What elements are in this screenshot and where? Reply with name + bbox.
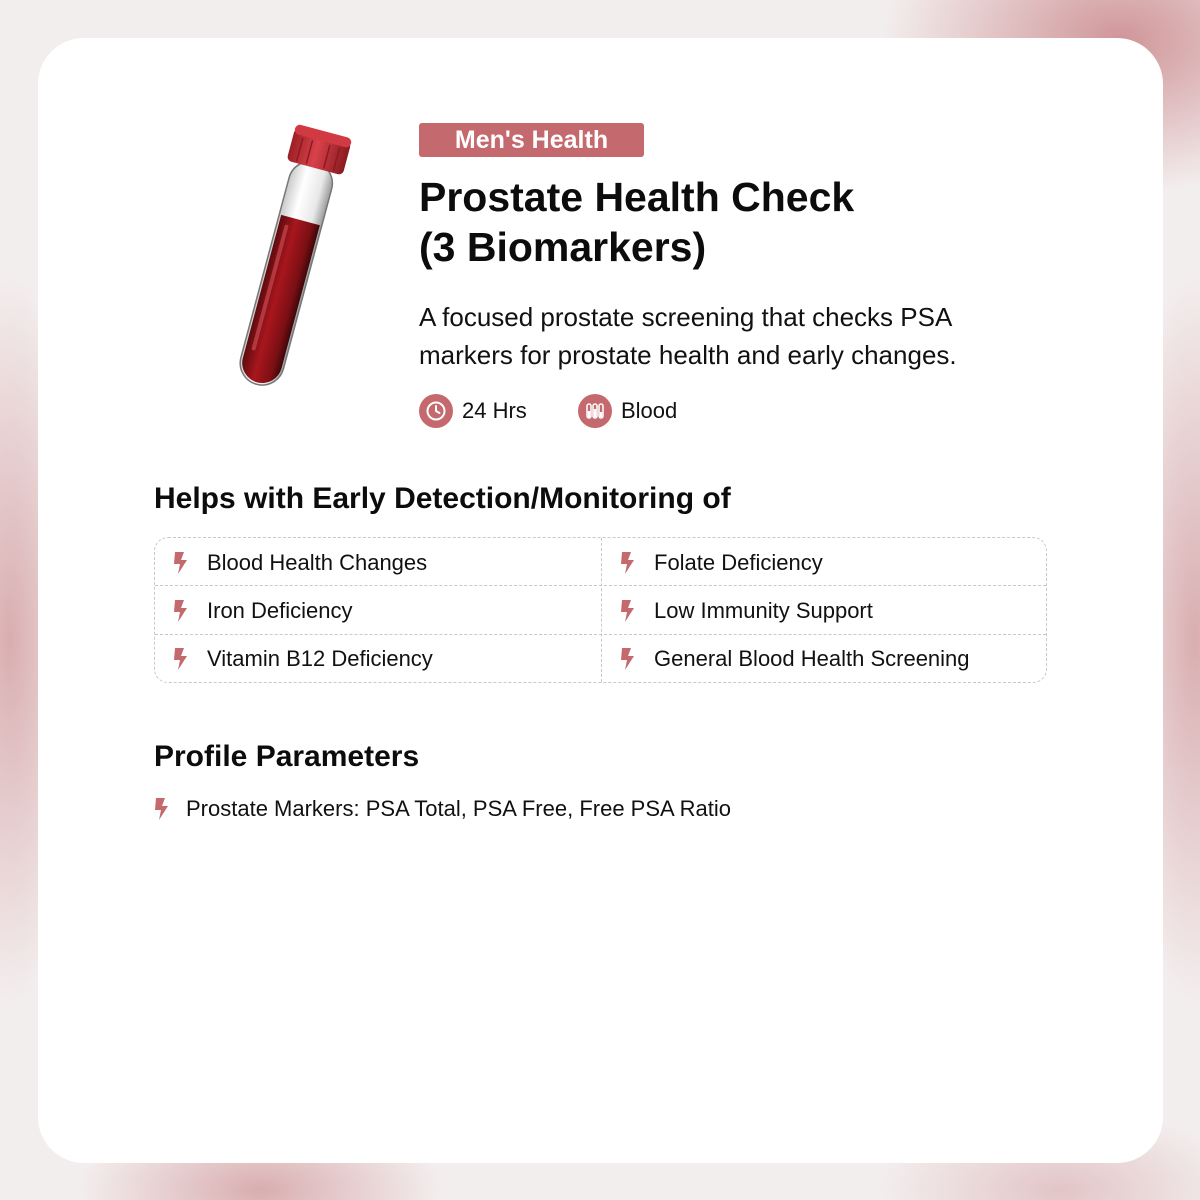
parameter-item-label: Prostate Markers: PSA Total, PSA Free, Free PSA Ratio [186,796,731,821]
clock-icon [419,394,453,428]
bolt-icon [173,600,189,622]
bolt-icon [620,648,636,670]
list-item [602,539,823,587]
sample-type-info [578,393,677,429]
turnaround-text: 24 Hrs [462,398,527,423]
bolt-icon [620,552,636,574]
list-item [155,635,433,683]
turnaround-info [419,393,527,429]
list-item-label: Iron Deficiency [207,598,353,623]
detection-grid [154,537,1047,683]
description-line-2: markers for prostate health and early changes. [419,340,957,370]
list-item-label: Low Immunity Support [654,598,873,623]
product-description [419,298,1099,374]
category-badge: Men's Health [419,123,644,157]
title-line-1: Prostate Health Check [419,174,855,220]
parameter-item [154,796,731,822]
description-line-1: A focused prostate screening that checks PSA [419,302,953,332]
detection-heading: Helps with Early Detection/Monitoring of [154,482,731,515]
product-title [419,172,1119,272]
sample-type-text: Blood [621,398,678,423]
bolt-icon [173,552,189,574]
title-line-2: (3 Biomarkers) [419,224,707,270]
list-item [602,587,873,635]
bolt-icon [154,798,170,820]
list-item [155,539,427,587]
bolt-icon [173,648,189,670]
blood-tube-image [175,120,375,400]
test-tubes-icon [578,394,612,428]
list-item-label: Vitamin B12 Deficiency [207,646,433,671]
list-item-label: Blood Health Changes [207,550,428,575]
bolt-icon [620,600,636,622]
list-item [602,635,970,683]
list-item-label: Folate Deficiency [654,550,823,575]
list-item-label: General Blood Health Screening [654,646,970,671]
list-item [155,587,353,635]
parameters-heading: Profile Parameters [154,740,420,773]
